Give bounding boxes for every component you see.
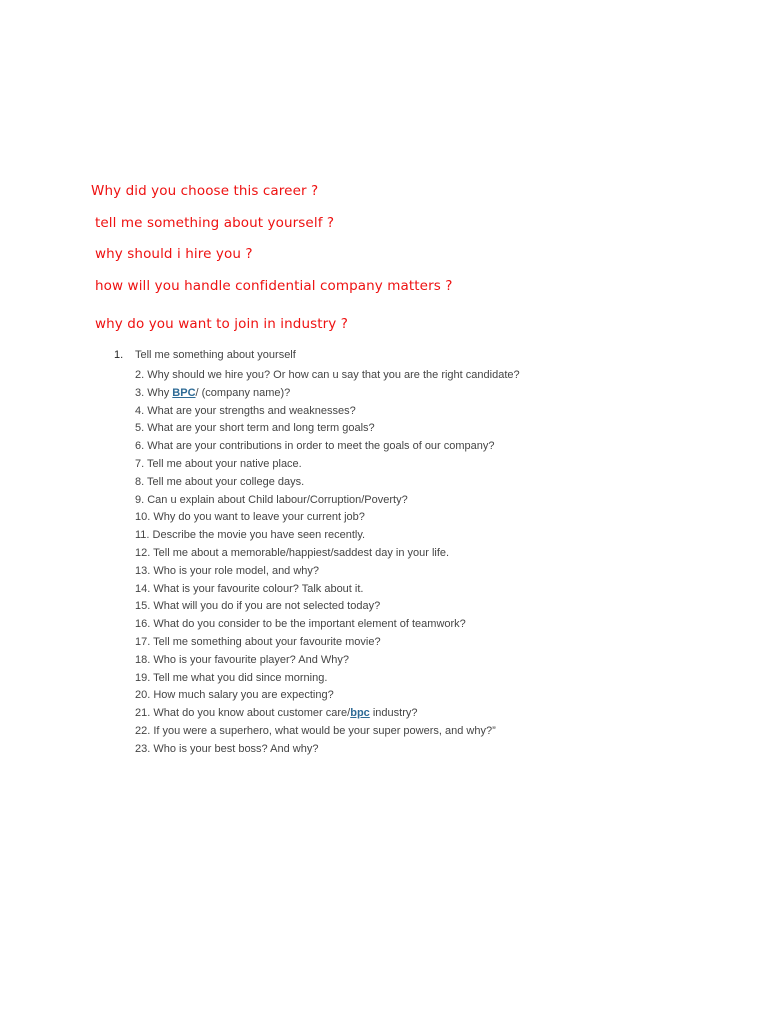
list-item-text: 21. What do you know about customer care/ [135,707,351,720]
list-number: 1. [114,349,124,361]
heading-hire-you: why should i hire you ? [95,246,253,262]
list-item-text: Tell me something about yourself [135,349,296,361]
list-item: 5. What are your short term and long term goals? [135,422,375,435]
list-item [135,385,520,403]
list-item: 19. Tell me what you did since morning. [135,671,328,684]
list-item: 10. Why do you want to leave your current job? [135,511,365,524]
list-item: 12. Tell me about a memorable/happiest/saddest day in your life. [135,546,450,559]
list-item: 20. How much salary you are expecting? [135,689,334,702]
list-item: 9. Can u explain about Child labour/Corruption/Poverty? [135,493,408,506]
list-item: 4. What are your strengths and weaknesses? [135,404,356,417]
list-item: 23. Who is your best boss? And why? [135,742,319,755]
heading-about-yourself: tell me something about yourself ? [95,215,335,231]
list-item: 11. Describe the movie you have seen recently. [135,529,366,542]
list-item: 18. Who is your favourite player? And Why? [135,653,349,666]
heading-join-industry: why do you want to join in industry ? [95,316,349,332]
list-item: 15. What will you do if you are not selected today? [135,600,381,613]
list-item: 22. If you were a superhero, what would be your super powers, and why?” [135,724,496,737]
heading-career: Why did you choose this career ? [91,183,319,199]
list-item-text: / (company name)? [195,386,291,399]
list-item: 16. What do you consider to be the important element of teamwork? [135,618,466,631]
inline-link[interactable]: BPC [172,386,196,399]
list-item-text: 3. Why [135,386,173,399]
list-item: 7. Tell me about your native place. [135,457,302,470]
question-list [135,367,520,759]
list-item: 13. Who is your role model, and why? [135,564,320,577]
list-item-1 [114,349,296,361]
list-item: 2. Why should we hire you? Or how can u say that you are the right candidate? [135,369,520,381]
list-item: 6. What are your contributions in order to meet the goals of our company? [135,440,495,453]
list-item-text: industry? [369,707,418,720]
list-item: 17. Tell me something about your favourite movie? [135,635,381,648]
list-item: 8. Tell me about your college days. [135,475,305,488]
inline-link[interactable]: bpc [350,707,370,720]
list-item [135,705,520,723]
list-item: 14. What is your favourite colour? Talk about it. [135,582,364,595]
heading-confidential: how will you handle confidential company matters ? [95,278,453,294]
